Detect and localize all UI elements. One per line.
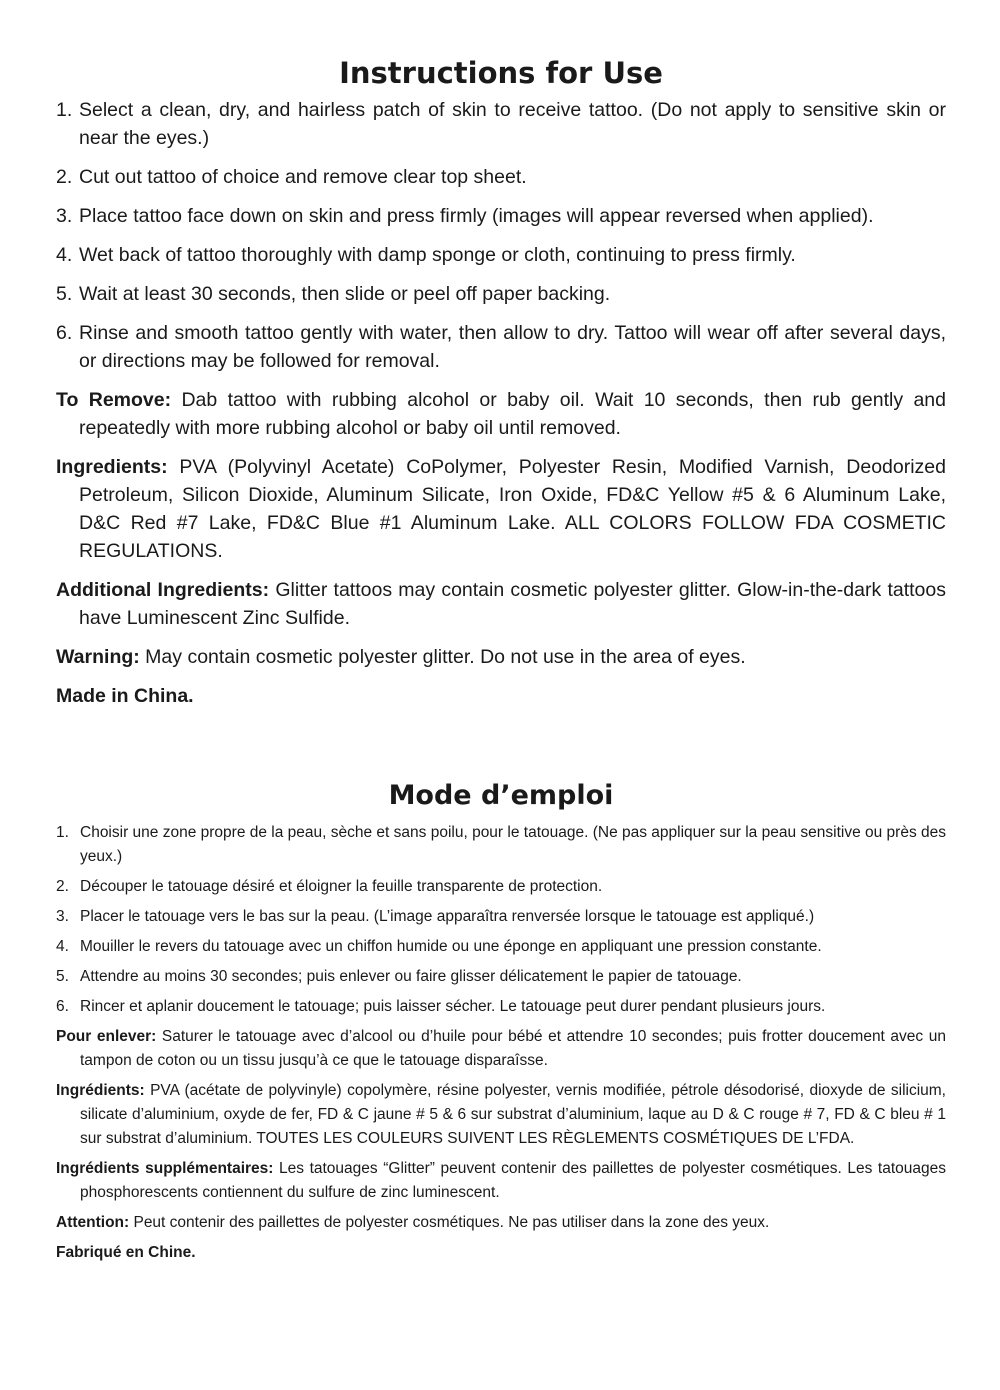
step-number: 4. [56,244,73,266]
additional-label: Additional Ingredients: [56,579,270,601]
english-step-2 [56,163,946,191]
step-text: Rincer et aplanir doucement le tatouage; puis laisser sécher. Le tatouage peut durer pendant plusieurs jours. [80,998,826,1015]
ingredients-label: Ingredients: [56,456,168,478]
step-number: 5. [56,968,69,985]
french-step-1 [56,821,946,869]
step-text: Wet back of tattoo thoroughly with damp sponge or cloth, continuing to press firmly. [79,244,796,266]
ingredients-text: PVA (acétate de polyvinyle) copolymère, résine polyester, vernis modifiée, pétrole désodorisé, dioxyde de silicium, silicate d’aluminium, oxyde de fer, FD & C jaune # 5 & 6 sur substrat d’aluminium, laque au D & C rouge # 7, FD & C bleu # 1 sur substrat d’aluminium. TOUTES LES COULEURS SUIVENT LES RÈGLEMENTS COSMÉTIQUES DE L’FDA. [80,1082,946,1147]
step-number: 1. [56,824,69,841]
english-made-in: Made in China. [56,685,194,707]
french-warning [56,1211,946,1235]
english-step-1 [56,96,946,152]
step-text: Select a clean, dry, and hairless patch of skin to receive tattoo. (Do not apply to sensitive skin or near the eyes.) [79,99,946,149]
additional-label: Ingrédients supplémentaires: [56,1160,274,1177]
english-section [56,56,946,721]
step-number: 2. [56,166,73,188]
remove-text: Saturer le tatouage avec d’alcool ou d’huile pour bébé et attendre 10 secondes; puis frotter doucement avec un tampon de coton ou un tissu jusqu’à ce que le tatouage disparaîsse. [80,1028,946,1069]
additional-text: Glitter tattoos may contain cosmetic polyester glitter. Glow-in-the-dark tattoos have Luminescent Zinc Sulfide. [79,579,946,629]
warning-text: May contain cosmetic polyester glitter. Do not use in the area of eyes. [139,646,746,668]
step-number: 4. [56,938,69,955]
step-text: Wait at least 30 seconds, then slide or peel off paper backing. [79,283,611,305]
step-text: Placer le tatouage vers le bas sur la peau. (L’image apparaîtra renversée lorsque le tatouage est appliqué.) [80,908,815,925]
additional-text: Les tatouages “Glitter” peuvent contenir des paillettes de polyester cosmétiques. Les tatouages phosphorescents contiennent du sulfure de zinc luminescent. [80,1160,946,1201]
english-warning [56,643,946,671]
french-step-2 [56,875,946,899]
french-title: Mode d’emploi [388,780,614,811]
english-title: Instructions for Use [339,56,663,90]
step-number: 3. [56,205,73,227]
step-text: Mouiller le revers du tatouage avec un chiffon humide ou une éponge en appliquant une pression constante. [80,938,822,955]
english-ingredients [56,453,946,565]
french-step-4 [56,935,946,959]
step-number: 2. [56,878,69,895]
french-additional-ingredients [56,1157,946,1205]
step-number: 1. [56,99,73,121]
english-remove [56,386,946,442]
french-ingredients [56,1079,946,1151]
step-number: 5. [56,283,73,305]
french-made-in: Fabriqué en Chine. [56,1244,196,1261]
ingredients-text: PVA (Polyvinyl Acetate) CoPolymer, Polyester Resin, Modified Varnish, Deodorized Petroleum, Silicon Dioxide, Aluminum Silicate, Iron Oxide, FD&C Yellow #5 & 6 Aluminum Lake, D&C Red #7 Lake, FD&C Blue #1 Aluminum Lake. ALL COLORS FOLLOW FDA COSMETIC REGULATIONS. [79,456,946,562]
step-text: Attendre au moins 30 secondes; puis enlever ou faire glisser délicatement le papier de tatouage. [80,968,742,985]
step-text: Place tattoo face down on skin and press firmly (images will appear reversed when applied). [79,205,874,227]
french-section [56,780,946,1271]
french-step-6 [56,995,946,1019]
step-text: Rinse and smooth tattoo gently with water, then allow to dry. Tattoo will wear off after several days, or directions may be followed for removal. [79,322,946,372]
english-step-3 [56,202,946,230]
english-step-5 [56,280,946,308]
remove-text: Dab tattoo with rubbing alcohol or baby oil. Wait 10 seconds, then rub gently and repeatedly with more rubbing alcohol or baby oil until removed. [79,389,946,439]
step-text: Cut out tattoo of choice and remove clear top sheet. [79,166,527,188]
french-step-3 [56,905,946,929]
step-number: 6. [56,998,69,1015]
french-step-5 [56,965,946,989]
step-text: Découper le tatouage désiré et éloigner la feuille transparente de protection. [80,878,603,895]
warning-label: Warning: [56,646,140,668]
ingredients-label: Ingrédients: [56,1082,145,1099]
warning-text: Peut contenir des paillettes de polyester cosmétiques. Ne pas utiliser dans la zone des yeux. [129,1214,770,1231]
step-text: Choisir une zone propre de la peau, sèche et sans poilu, pour le tatouage. (Ne pas appliquer sur la peau sensitive ou près des yeux.) [80,824,946,865]
step-number: 3. [56,908,69,925]
english-step-6 [56,319,946,375]
english-step-4 [56,241,946,269]
step-number: 6. [56,322,73,344]
french-remove [56,1025,946,1073]
english-additional-ingredients [56,576,946,632]
warning-label: Attention: [56,1214,130,1231]
remove-label: To Remove: [56,389,172,411]
remove-label: Pour enlever: [56,1028,157,1045]
